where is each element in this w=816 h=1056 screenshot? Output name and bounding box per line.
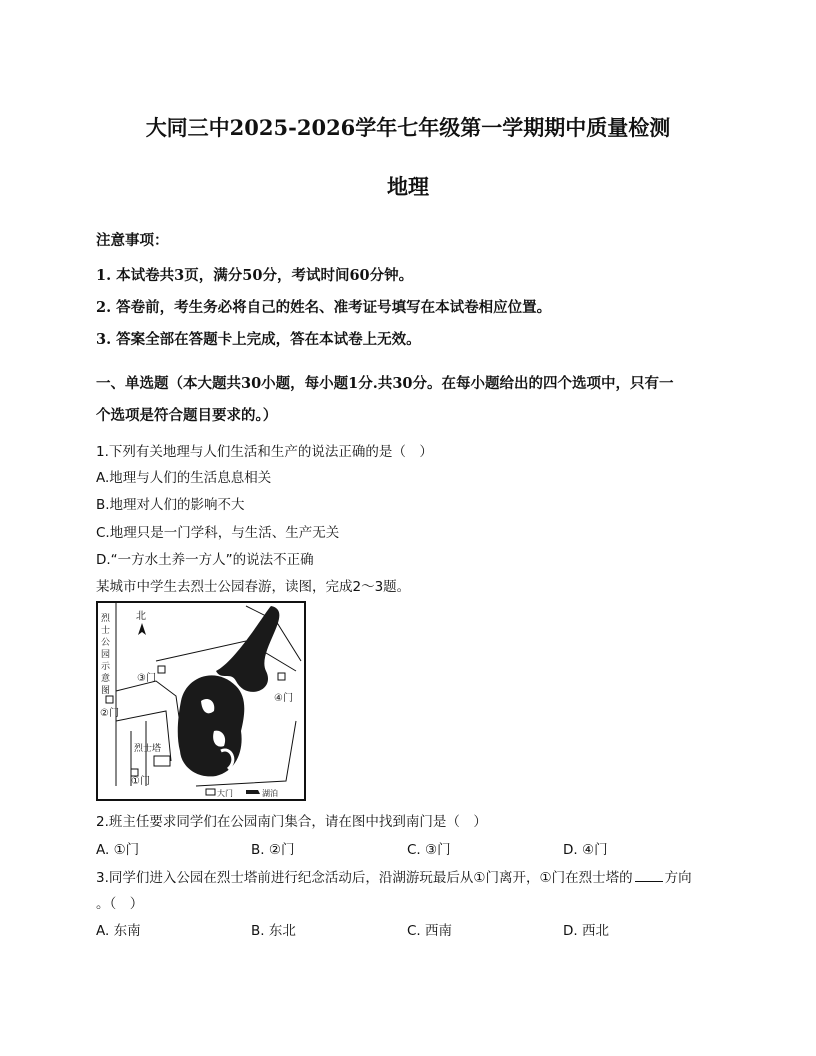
map-gate-4: ④门 (274, 693, 293, 704)
question-3-stem (96, 866, 692, 886)
notice-item-1: 1. 本试卷共3页，满分50分，考试时间60分钟。 (96, 267, 414, 284)
question-1-option-a: A.地理与人们的生活息息相关 (96, 470, 272, 486)
question-3-option-c: C. 西南 (407, 923, 453, 939)
map-gate-1: ①门 (131, 776, 150, 787)
question-2-option-b: B. ②门 (251, 842, 295, 858)
section-heading-line2: 个选项是符合题目要求的。） (96, 407, 278, 424)
question-2-3-intro: 某城市中学生去烈士公园春游，读图，完成2～3题。 (96, 579, 411, 595)
question-2-stem: 2.班主任要求同学们在公园南门集合，请在图中找到南门是（ ） (96, 814, 487, 830)
map-legend-gate: 大门 (217, 789, 233, 798)
map-legend-lake: 湖泊 (262, 789, 278, 798)
notice-item-3: 3. 答案全部在答题卡上完成，答在本试卷上无效。 (96, 331, 421, 348)
map-gate-3: ③门 (137, 673, 156, 684)
question-3-option-d: D. 西北 (563, 923, 609, 939)
question-3-option-b: B. 东北 (251, 923, 296, 939)
map-tower: 烈士塔 (134, 744, 162, 754)
question-3-stem-part-b: 方向 (664, 870, 692, 886)
question-3-stem-part-a: 3.同学们进入公园在烈士塔前进行纪念活动后，沿湖游玩最后从①门离开，①门在烈士塔的 (96, 870, 633, 886)
question-2-option-a: A. ①门 (96, 842, 140, 858)
map-north-label: 北 (136, 611, 146, 622)
question-3-blank (635, 869, 663, 882)
question-3-option-a: A. 东南 (96, 923, 141, 939)
page-title: 大同三中2025-2026学年七年级第一学期期中质量检测 (145, 115, 671, 140)
question-1-option-b: B.地理对人们的影响不大 (96, 497, 245, 513)
section-heading-line1: 一、单选题（本大题共30小题，每小题1分.共30分。在每小题给出的四个选项中，只有一 (96, 375, 674, 392)
subject-title: 地理 (387, 174, 429, 199)
park-map (96, 601, 306, 801)
map-gate-2: ②门 (100, 708, 119, 719)
question-1-stem: 1.下列有关地理与人们生活和生产的说法正确的是（ ） (96, 444, 433, 460)
question-1-option-c: C.地理只是一门学科，与生活、生产无关 (96, 525, 340, 541)
question-3-stem-end: 。（ ） (96, 896, 144, 912)
question-2-option-c: C. ③门 (407, 842, 451, 858)
question-2-option-d: D. ④门 (563, 842, 608, 858)
notice-heading: 注意事项： (96, 232, 169, 249)
notice-item-2: 2. 答卷前，考生务必将自己的姓名、准考证号填写在本试卷相应位置。 (96, 299, 552, 316)
map-side-title: 烈士公园示意图 (101, 614, 111, 696)
question-1-option-d: D.“一方水土养一方人”的说法不正确 (96, 552, 314, 568)
